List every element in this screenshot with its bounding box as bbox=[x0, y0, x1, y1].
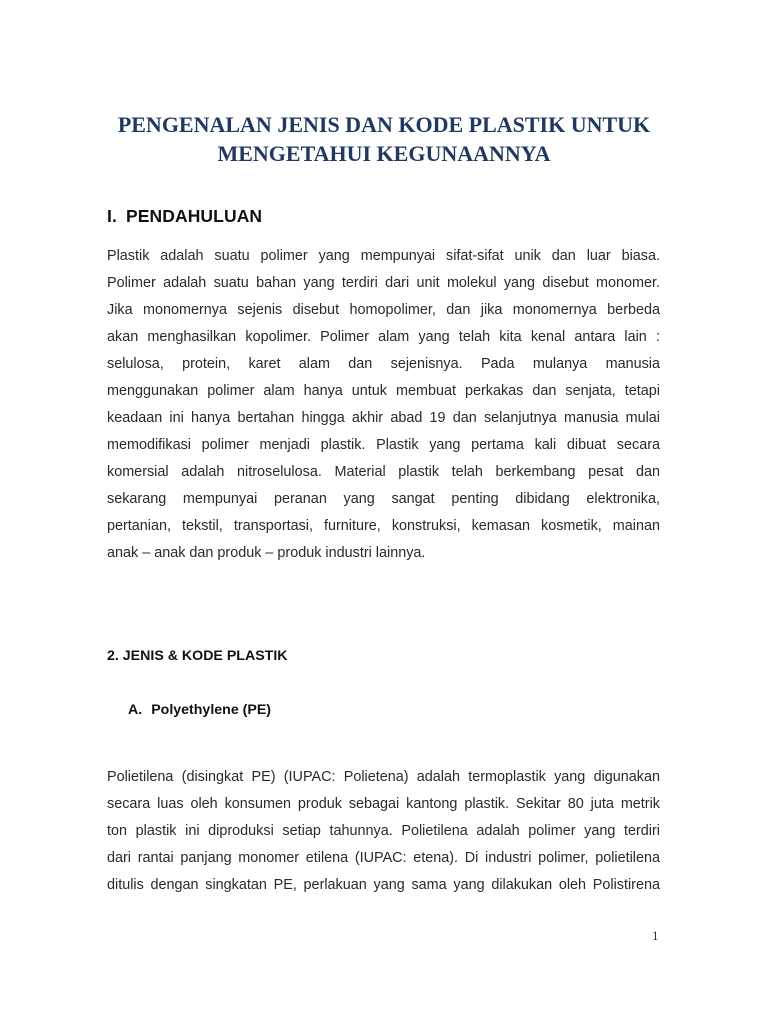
paragraph-line: keadaan ini hanya bertahan hingga akhir abad 19 dan selanjutnya manusia mulai bbox=[107, 410, 660, 426]
paragraph-line: akan menghasilkan kopolimer. Polimer alam yang telah kita kenal antara lain : bbox=[107, 329, 660, 345]
title-line-1: PENGENALAN JENIS DAN KODE PLASTIK UNTUK bbox=[117, 112, 651, 137]
paragraph-line: pertanian, tekstil, transportasi, furniture, konstruksi, kemasan kosmetik, mainan bbox=[107, 518, 660, 534]
page-number: 1 bbox=[652, 928, 659, 943]
paragraph-line: Jika monomernya sejenis disebut homopolimer, dan jika monomernya berbeda bbox=[107, 302, 660, 318]
paragraph-line: memodifikasi polimer menjadi plastik. Plastik yang pertama kali dibuat secara bbox=[107, 437, 660, 453]
paragraph-line: ditulis dengan singkatan PE, perlakuan yang sama yang dilakukan oleh Polistirena bbox=[107, 877, 660, 893]
paragraph-line: secara luas oleh konsumen produk sebagai kantong plastik. Sekitar 80 juta metrik bbox=[107, 796, 660, 812]
subsection-heading-polyethylene bbox=[128, 702, 271, 718]
paragraph-line: selulosa, protein, karet alam dan sejenisnya. Pada mulanya manusia bbox=[107, 356, 660, 372]
paragraph-line: menggunakan polimer alam hanya untuk membuat perkakas dan senjata, tetapi bbox=[107, 383, 660, 399]
paragraph-line: Polietilena (disingkat PE) (IUPAC: Polietena) adalah termoplastik yang digunakan bbox=[107, 769, 660, 785]
section-heading-jenis-kode: 2. JENIS & KODE PLASTIK bbox=[107, 648, 288, 664]
subsection-letter: A. bbox=[128, 702, 143, 718]
paragraph-line: Plastik adalah suatu polimer yang mempunyai sifat-sifat unik dan luar biasa. bbox=[107, 248, 660, 264]
document-title bbox=[90, 110, 678, 168]
title-line-2: MENGETAHUI KEGUNAANNYA bbox=[217, 141, 551, 166]
section-heading-pendahuluan bbox=[107, 206, 262, 227]
polyethylene-paragraph bbox=[107, 764, 660, 899]
paragraph-line: anak – anak dan produk – produk industri lainnya. bbox=[107, 545, 426, 561]
section-title: PENDAHULUAN bbox=[125, 206, 263, 226]
paragraph-line: komersial adalah nitroselulosa. Material plastik telah berkembang pesat dan bbox=[107, 464, 660, 480]
subsection-title: Polyethylene (PE) bbox=[151, 702, 272, 718]
paragraph-line: sekarang mempunyai peranan yang sangat penting dibidang elektronika, bbox=[107, 491, 660, 507]
paragraph-line: dari rantai panjang monomer etilena (IUPAC: etena). Di industri polimer, polietilena bbox=[107, 850, 660, 866]
section-number: I. bbox=[107, 206, 117, 226]
paragraph-line: ton plastik ini diproduksi setiap tahunnya. Polietilena adalah polimer yang terdiri bbox=[107, 823, 660, 839]
intro-paragraph bbox=[107, 243, 660, 567]
paragraph-line: Polimer adalah suatu bahan yang terdiri dari unit molekul yang disebut monomer. bbox=[107, 275, 660, 291]
